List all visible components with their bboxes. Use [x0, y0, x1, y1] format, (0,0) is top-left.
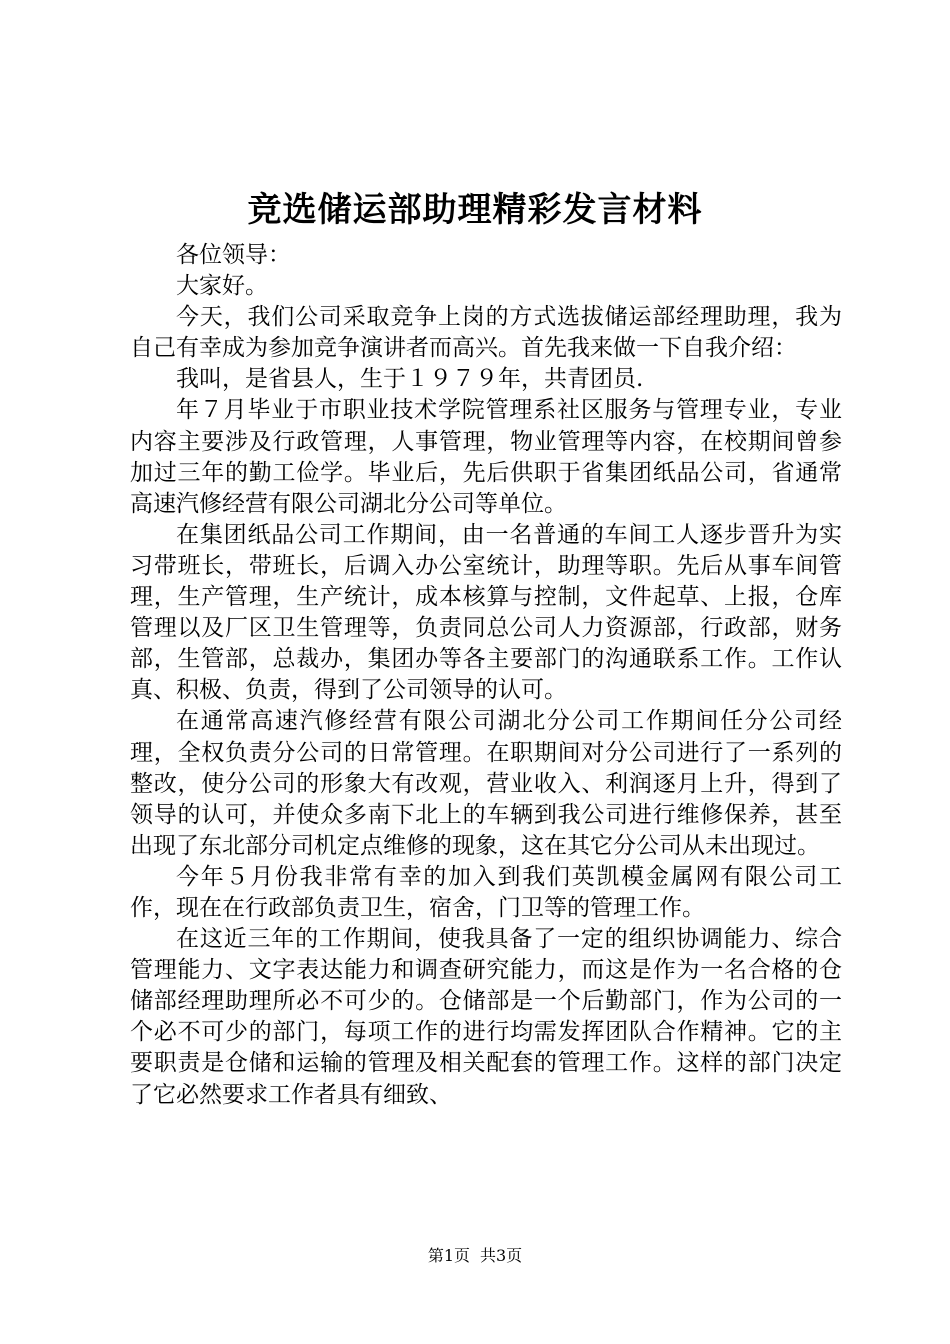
document-title: 竞选储运部助理精彩发言材料: [247, 190, 703, 230]
paragraph-intro: 今天，我们公司采取竞争上岗的方式选拔储运部经理助理，我为自己有幸成为参加竞争演讲者而高兴。首先我来做一下自我介绍：: [130, 304, 842, 362]
paragraph-greeting: 各位领导：: [176, 242, 291, 268]
paragraph-hello: 大家好。: [176, 273, 268, 300]
paragraph-abilities: 在这近三年的工作期间，使我具备了一定的组织协调能力、综合管理能力、文字表达能力和调查研究能力，而这是作为一名合格的仓储部经理助理所必不可少的。仓储部是一个后勤部门，作为公司的一个必不可少的部门，每项工作的进行均需发挥团队合作精神。它的主要职责是仓储和运输的管理及相关配套的管理工作。这样的部门决定了它必然要求工作者具有细致、: [130, 926, 842, 1108]
page-number: 第1页: [427, 1246, 470, 1265]
paragraph-auto-repair: 在通常高速汽修经营有限公司湖北分公司工作期间任分公司经理，全权负责分公司的日常管理。在职期间对分公司进行了一系列的整改，使分公司的形象大有改观，营业收入、利润逐月上升，得到了领导的认可，并使众多南下北上的车辆到我公司进行维修保养，甚至出现了东北部分司机定点维修的现象，这在其它分公司从未出现过。: [130, 708, 842, 859]
page-total: 共3页: [480, 1246, 523, 1265]
paragraph-self-intro: 我叫，是省县人，生于１９７９年，共青团员.: [176, 366, 644, 393]
paragraph-current-job: 今年５月份我非常有幸的加入到我们英凯模金属网有限公司工作，现在在行政部负责卫生，宿舍，门卫等的管理工作。: [130, 863, 842, 921]
paragraph-education: 年７月毕业于市职业技术学院管理系社区服务与管理专业，专业内容主要涉及行政管理，人事管理，物业管理等内容，在校期间曾参加过三年的勤工俭学。毕业后，先后供职于省集团纸品公司，省通常高速汽修经营有限公司湖北分公司等单位。: [130, 397, 842, 517]
document-body: [130, 240, 842, 1111]
page-footer: [0, 1245, 950, 1267]
paragraph-paper-company: 在集团纸品公司工作期间，由一名普通的车间工人逐步晋升为实习带班长，带班长，后调入办公室统计，助理等职。先后从事车间管理，生产管理，生产统计，成本核算与控制，文件起草、上报，仓库管理以及厂区卫生管理等，负责同总公司人力资源部，行政部，财务部，生管部，总裁办，集团办等各主要部门的沟通联系工作。工作认真、积极、负责，得到了公司领导的认可。: [130, 521, 842, 704]
